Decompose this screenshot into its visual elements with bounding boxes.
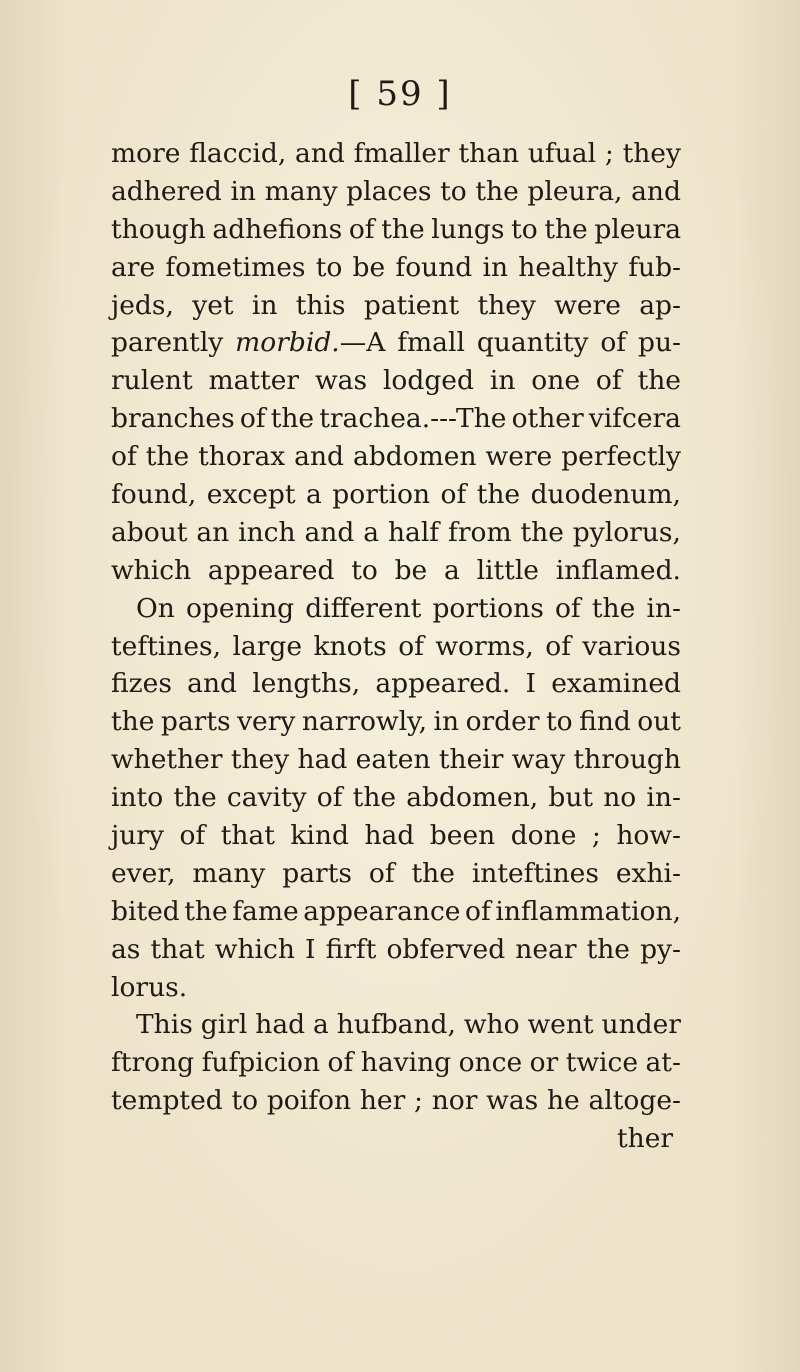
word: a bbox=[444, 554, 460, 586]
word: and bbox=[295, 138, 345, 169]
word: rulent bbox=[111, 365, 193, 397]
word: of bbox=[111, 441, 137, 473]
word: lodged bbox=[382, 365, 474, 397]
text-line bbox=[111, 135, 681, 173]
word: vifcera bbox=[588, 403, 681, 435]
word: appeared bbox=[207, 554, 335, 586]
word: the bbox=[270, 403, 315, 435]
word: a bbox=[313, 1009, 329, 1041]
word: found, bbox=[111, 479, 197, 511]
word: the bbox=[520, 516, 564, 548]
word: done bbox=[510, 820, 577, 852]
word: narrowly, bbox=[301, 706, 428, 738]
body-text bbox=[111, 135, 681, 1158]
word: inteftines bbox=[471, 857, 599, 889]
word: was bbox=[486, 1085, 539, 1117]
word: into bbox=[111, 782, 164, 814]
word: branches bbox=[111, 403, 235, 435]
word: appeared. bbox=[375, 668, 511, 700]
text-line bbox=[111, 855, 681, 893]
word: This bbox=[136, 1009, 193, 1041]
word: flaccid, bbox=[189, 138, 287, 169]
text-line bbox=[111, 249, 681, 287]
word: pleura bbox=[594, 213, 681, 245]
word: little bbox=[476, 554, 539, 586]
word: though bbox=[111, 213, 206, 245]
text-line bbox=[111, 476, 681, 514]
word: of bbox=[316, 782, 343, 814]
word: had bbox=[364, 820, 415, 852]
word: the bbox=[476, 479, 521, 511]
text-line bbox=[111, 1044, 681, 1082]
word: no bbox=[603, 782, 637, 814]
word: lungs bbox=[431, 213, 505, 245]
word: the bbox=[544, 213, 588, 245]
word: pleura, bbox=[527, 175, 623, 207]
word: eaten bbox=[355, 744, 431, 776]
word: in bbox=[433, 706, 460, 738]
word: appearance bbox=[303, 895, 461, 927]
word: I bbox=[525, 668, 536, 700]
word: perfectly bbox=[561, 441, 681, 473]
word: the bbox=[184, 895, 228, 927]
word: of bbox=[595, 365, 622, 397]
word: half bbox=[387, 516, 440, 548]
word: cavity bbox=[226, 782, 307, 814]
word: opening bbox=[185, 592, 295, 624]
word: who bbox=[463, 1009, 520, 1041]
word: the bbox=[352, 782, 397, 814]
word: the bbox=[591, 592, 636, 624]
word: twice bbox=[565, 1047, 639, 1079]
word: hufband, bbox=[336, 1009, 456, 1041]
text-line bbox=[111, 514, 681, 552]
text-line bbox=[111, 741, 681, 779]
word: different bbox=[305, 592, 422, 624]
text-line bbox=[111, 552, 681, 590]
word: very bbox=[237, 706, 296, 738]
word: ftrong bbox=[111, 1047, 195, 1079]
word: of bbox=[554, 592, 581, 624]
word: ap- bbox=[639, 289, 681, 321]
word: in bbox=[489, 365, 516, 397]
word: a bbox=[363, 516, 380, 548]
word: examined bbox=[551, 668, 681, 700]
text-line bbox=[111, 628, 681, 666]
word: fub- bbox=[628, 251, 681, 283]
word: matter bbox=[208, 365, 300, 397]
word: of bbox=[440, 479, 467, 511]
word: altoge- bbox=[588, 1085, 681, 1117]
word: parently bbox=[111, 327, 224, 359]
word: ; bbox=[604, 138, 614, 169]
word: trachea.---The bbox=[319, 403, 507, 435]
word: are bbox=[111, 251, 156, 283]
word: many bbox=[264, 175, 338, 207]
word: adhered bbox=[111, 175, 222, 207]
word: On bbox=[136, 592, 175, 624]
word: of bbox=[600, 327, 627, 359]
word: lorus. bbox=[111, 971, 188, 1003]
word: pylorus, bbox=[572, 516, 681, 548]
word: other bbox=[511, 403, 584, 435]
word: went bbox=[527, 1009, 594, 1041]
word: I bbox=[305, 933, 316, 965]
word: they bbox=[622, 138, 681, 169]
word: order bbox=[465, 706, 540, 738]
word: in bbox=[230, 175, 256, 207]
word: that bbox=[220, 820, 275, 852]
word: ever, bbox=[111, 857, 176, 889]
word: portion bbox=[332, 479, 431, 511]
word: had bbox=[297, 744, 348, 776]
word: to bbox=[440, 175, 467, 207]
word: of bbox=[368, 857, 395, 889]
word: the bbox=[586, 933, 630, 965]
word: an bbox=[196, 516, 230, 548]
word: their bbox=[438, 744, 504, 776]
word: large bbox=[232, 630, 303, 662]
text-line bbox=[111, 590, 681, 628]
text-line bbox=[111, 779, 681, 817]
word: which bbox=[214, 933, 295, 965]
word: parts bbox=[160, 706, 231, 738]
page-number-header bbox=[0, 74, 800, 114]
word: that bbox=[150, 933, 205, 965]
word: about bbox=[111, 516, 188, 548]
word: fometimes bbox=[165, 251, 306, 283]
word: to bbox=[511, 213, 538, 245]
word: but bbox=[548, 782, 594, 814]
text-line bbox=[111, 893, 681, 931]
text-line bbox=[111, 324, 681, 362]
word: as bbox=[111, 933, 141, 965]
text-line bbox=[111, 211, 681, 249]
word: thorax bbox=[198, 441, 286, 473]
word: had bbox=[255, 1009, 306, 1041]
word: a bbox=[306, 479, 322, 511]
word: be bbox=[394, 554, 428, 586]
word: patient bbox=[363, 289, 460, 321]
word: to bbox=[351, 554, 378, 586]
word: ther bbox=[616, 1123, 674, 1155]
word: of bbox=[398, 630, 424, 662]
word: and bbox=[631, 175, 681, 207]
word: inch bbox=[238, 516, 296, 548]
word: which bbox=[111, 554, 192, 586]
word: of bbox=[348, 213, 375, 245]
word: inflamed. bbox=[555, 554, 681, 586]
word: poifon bbox=[266, 1085, 352, 1117]
word: find bbox=[579, 706, 631, 738]
word: fame bbox=[232, 895, 299, 927]
word: near bbox=[515, 933, 577, 965]
word: of bbox=[545, 630, 571, 662]
word: and bbox=[304, 516, 355, 548]
word: the bbox=[145, 441, 190, 473]
word: tempted bbox=[111, 1085, 223, 1117]
word: more bbox=[111, 138, 181, 169]
word: under bbox=[601, 1009, 681, 1041]
text-line bbox=[111, 287, 681, 325]
word: of bbox=[327, 1047, 354, 1079]
word: than bbox=[458, 138, 520, 169]
text-line bbox=[111, 173, 681, 211]
word: inflammation, bbox=[495, 895, 681, 927]
word: nor bbox=[431, 1085, 478, 1117]
text-line bbox=[111, 969, 681, 1007]
text-line bbox=[111, 1006, 681, 1044]
word: to bbox=[231, 1085, 259, 1117]
word: this bbox=[295, 289, 346, 321]
word: lengths, bbox=[252, 668, 361, 700]
word: having bbox=[360, 1047, 452, 1079]
word: bited bbox=[111, 895, 180, 927]
word: found bbox=[395, 251, 473, 283]
word: quantity bbox=[476, 327, 589, 359]
word: to bbox=[545, 706, 573, 738]
word: to bbox=[315, 251, 343, 283]
word: firft bbox=[325, 933, 377, 965]
word: were bbox=[554, 289, 621, 321]
word: been bbox=[429, 820, 496, 852]
word: one bbox=[531, 365, 581, 397]
word: py- bbox=[640, 933, 681, 965]
catchword-line bbox=[111, 1120, 681, 1158]
text-line bbox=[111, 703, 681, 741]
word: yet bbox=[192, 289, 234, 321]
text-line bbox=[111, 438, 681, 476]
word: ufual bbox=[527, 138, 597, 169]
word: the bbox=[411, 857, 455, 889]
word: and bbox=[294, 441, 345, 473]
word: various bbox=[582, 630, 681, 662]
word: places bbox=[346, 175, 432, 207]
word: through bbox=[573, 744, 681, 776]
word: many bbox=[192, 857, 266, 889]
text-line bbox=[111, 1082, 681, 1120]
word: and bbox=[187, 668, 237, 700]
word: abdomen, bbox=[406, 782, 539, 814]
word: of bbox=[239, 403, 266, 435]
word: worms, bbox=[435, 630, 534, 662]
word: jury bbox=[111, 820, 164, 852]
word: teftines, bbox=[111, 630, 222, 662]
text-line bbox=[111, 400, 681, 438]
word: in bbox=[482, 251, 509, 283]
word: how- bbox=[616, 820, 681, 852]
word: once bbox=[458, 1047, 523, 1079]
word: exhi- bbox=[615, 857, 681, 889]
word: morbid.—A bbox=[235, 327, 386, 359]
text-line bbox=[111, 931, 681, 969]
word: ; bbox=[591, 820, 601, 852]
word: healthy bbox=[518, 251, 618, 283]
word: were bbox=[485, 441, 553, 473]
word: in- bbox=[646, 592, 681, 624]
word: the bbox=[173, 782, 217, 814]
word: her bbox=[359, 1085, 406, 1117]
page-number: [ 59 ] bbox=[348, 74, 452, 114]
text-line bbox=[111, 362, 681, 400]
word: abdomen bbox=[352, 441, 477, 473]
word: of bbox=[465, 895, 491, 927]
word: from bbox=[448, 516, 512, 548]
word: except bbox=[206, 479, 296, 511]
word: ; bbox=[414, 1085, 423, 1117]
word: the bbox=[381, 213, 425, 245]
word: in- bbox=[646, 782, 681, 814]
word: or bbox=[529, 1047, 559, 1079]
word: in bbox=[251, 289, 278, 321]
word: whether bbox=[111, 744, 223, 776]
word: portions bbox=[432, 592, 544, 624]
word: parts bbox=[282, 857, 352, 889]
text-line bbox=[111, 665, 681, 703]
word: fmaller bbox=[353, 138, 450, 169]
word: out bbox=[637, 706, 681, 738]
word: the bbox=[475, 175, 519, 207]
word: girl bbox=[200, 1009, 248, 1041]
word: fizes bbox=[111, 668, 172, 700]
word: was bbox=[314, 365, 368, 397]
word: they bbox=[477, 289, 536, 321]
word: fmall bbox=[397, 327, 465, 359]
word: at- bbox=[645, 1047, 681, 1079]
word: be bbox=[352, 251, 386, 283]
word: kind bbox=[290, 820, 349, 852]
word: way bbox=[511, 744, 566, 776]
text-line bbox=[111, 817, 681, 855]
word: adhefions bbox=[212, 213, 343, 245]
word: jeds, bbox=[111, 289, 174, 321]
word: they bbox=[230, 744, 290, 776]
word: he bbox=[546, 1085, 580, 1117]
word: the bbox=[111, 706, 155, 738]
word: fufpicion bbox=[201, 1047, 321, 1079]
word: duodenum, bbox=[530, 479, 681, 511]
word: obferved bbox=[386, 933, 506, 965]
word: the bbox=[637, 365, 681, 397]
word: of bbox=[179, 820, 206, 852]
word: knots bbox=[313, 630, 387, 662]
word: pu- bbox=[637, 327, 681, 359]
